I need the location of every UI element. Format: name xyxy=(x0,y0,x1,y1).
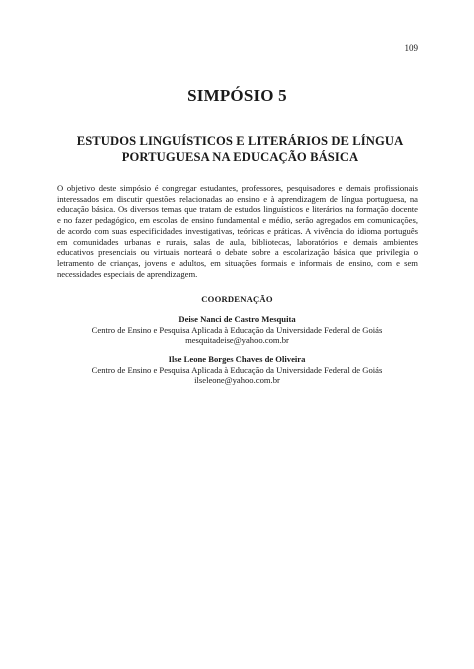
coordinator-institution: Centro de Ensino e Pesquisa Aplicada à Educação da Universidade Federal de Goiás xyxy=(91,324,383,335)
coordinator-email: ilseleone@yahoo.com.br xyxy=(194,375,280,386)
abstract-line: O objetivo deste simpósio é congregar estudantes, professores, pesquisadores e demais profissionais xyxy=(57,183,418,193)
abstract-line: em comunidades urbanas e rurais, salas de aula, bibliotecas, laboratórios e demais ambientes xyxy=(57,236,418,247)
coordinator-name: Ilse Leone Borges Chaves de Oliveira xyxy=(168,354,306,364)
abstract-line: educação básica. Os diversos temas que tratam de estudos linguísticos e literários na formação docente xyxy=(57,204,418,215)
coordinator-email: mesquitadeise@yahoo.com.br xyxy=(185,335,289,346)
coordinator-name: Deise Nanci de Castro Mesquita xyxy=(178,314,296,324)
page-title: SIMPÓSIO 5 xyxy=(187,86,287,105)
page-number: 109 xyxy=(404,43,418,53)
abstract-paragraph xyxy=(57,183,418,279)
abstract-line: necessidades especiais de aprendizagem. xyxy=(57,268,198,279)
subtitle-line: ESTUDOS LINGUÍSTICOS E LITERÁRIOS DE LÍNGUA xyxy=(76,134,404,148)
coordinator-block xyxy=(0,314,474,346)
abstract-line: de acordo com suas especificidades investigativas, teóricas e práticas. A vivência do idioma português xyxy=(57,225,418,236)
abstract-line: letramento de crianças, jovens e adultos, em situações formais e informais de ensino, com e sem xyxy=(57,257,418,268)
subtitle xyxy=(50,133,430,165)
abstract-line: e no fazer pedagógico, em escolas de ensino fundamental e médio, serão agregados em comunicações, xyxy=(57,215,418,226)
abstract-line: educativos presenciais ou virtuais norteará o debate sobre a escolarização básica que privilegia o xyxy=(57,247,418,258)
coordinator-institution: Centro de Ensino e Pesquisa Aplicada à Educação da Universidade Federal de Goiás xyxy=(91,364,383,375)
subtitle-line: PORTUGUESA NA EDUCAÇÃO BÁSICA xyxy=(121,150,359,164)
coordination-heading: COORDENAÇÃO xyxy=(201,294,273,304)
abstract-line: interessados em discutir questões relacionadas ao ensino e à aprendizagem de língua portuguesa, na xyxy=(57,193,418,204)
coordinator-block xyxy=(0,354,474,386)
